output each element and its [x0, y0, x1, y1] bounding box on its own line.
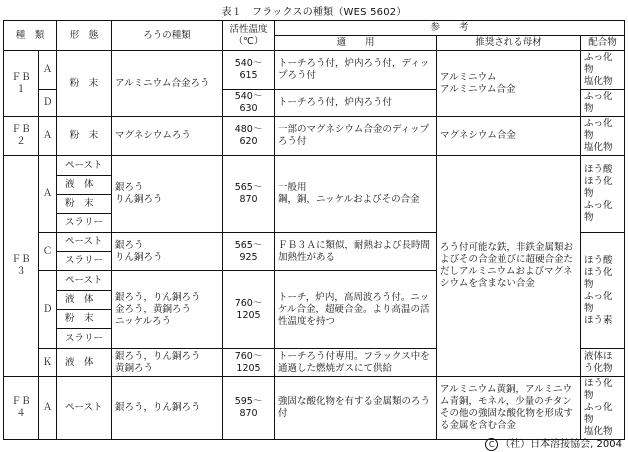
header-compound: 配合物: [581, 36, 625, 51]
form-fb3-a-1: ペースト: [57, 156, 112, 176]
base-metal-fb3: ろう付可能な鉄，非鉄金属類およびその合金並びに超硬合金ただしアルミニウムおよびマグネシウムを含まない合金: [437, 156, 581, 377]
alloy-fb2: マグネシウムろう: [112, 117, 223, 156]
compound-fb3-k: 液体ほう化物: [581, 349, 625, 377]
compound-fb3-a: ほう酸 ほう化物 ふっ化物: [581, 156, 625, 233]
compound-fb1-a: ふっ化物 塩化物: [581, 51, 625, 90]
temp-fb1-a: 540～615: [223, 51, 275, 90]
temp-fb2: 480～620: [223, 117, 275, 156]
temp-fb1-d: 540～630: [223, 90, 275, 117]
header-brazing-alloy: ろうの種類: [112, 21, 223, 51]
form-fb3-a-4: スラリー: [57, 214, 112, 233]
form-fb1: 粉 末: [57, 51, 112, 117]
alloy-fb3-d: 銀ろう，りん銅ろう 金ろう，黄銅ろう ニッケルろう: [112, 271, 223, 349]
sub-fb3-k: Ｋ: [39, 349, 57, 377]
form-fb3-d-4: スラリー: [57, 329, 112, 349]
type-fb4: ＦＢ４: [4, 377, 39, 440]
sub-fb3-a: Ａ: [39, 156, 57, 233]
form-fb3-a-3: 粉 末: [57, 195, 112, 214]
copyright-text: （社）日本溶接協会, 2004: [500, 439, 622, 450]
application-fb3-d: トーチ，炉内，高周波ろう付。ニッケル合金，超硬合金。より高温の活性温度を持つ: [275, 271, 437, 349]
flux-types-table: [3, 20, 625, 440]
header-reference: 参 考: [275, 21, 625, 36]
base-metal-fb2: マグネシウム合金: [437, 117, 581, 156]
alloy-fb4: 銀ろう，りん銅ろう: [112, 377, 223, 440]
header-type: 種 類: [4, 21, 57, 51]
application-fb1-a: トーチろう付，炉内ろう付，ディップろう付: [275, 51, 437, 90]
temp-fb3-c: 565～925: [223, 233, 275, 271]
base-metal-fb1: アルミニウム アルミニウム合金: [437, 51, 581, 117]
application-fb1-d: トーチろう付，炉内ろう付: [275, 90, 437, 117]
header-application: 適 用: [275, 36, 437, 51]
application-fb4: 強固な酸化物を有する金属類のろう付: [275, 377, 437, 440]
form-fb3-a-2: 液 体: [57, 176, 112, 195]
sub-fb2: Ａ: [39, 117, 57, 156]
application-fb2: 一部のマグネシウム合金のディップろう付: [275, 117, 437, 156]
header-base-metal: 推奨される母材: [437, 36, 581, 51]
sub-fb4: Ａ: [39, 377, 57, 440]
type-fb3: ＦＢ３: [4, 156, 39, 377]
form-fb3-k: 液 体: [57, 349, 112, 377]
type-fb2: ＦＢ２: [4, 117, 39, 156]
alloy-fb3-c: 銀ろう りん銅ろう: [112, 233, 223, 271]
compound-fb2: ふっ化物 塩化物: [581, 117, 625, 156]
alloy-fb3-k: 銀ろう，りん銅ろう 黄銅ろう: [112, 349, 223, 377]
temp-fb3-a: 565～870: [223, 156, 275, 233]
form-fb2: 粉 末: [57, 117, 112, 156]
base-metal-fb4: アルミニウム黄銅，アルミニウム青銅，モネル，少量のチタンその他の強固な酸化物を形成する金属を含む合金: [437, 377, 581, 440]
temp-fb3-d: 760～1205: [223, 271, 275, 349]
copyright-notice: [485, 435, 622, 451]
application-fb3-k: トーチろう付専用。フラックス中を通過した燃焼ガスにて供給: [275, 349, 437, 377]
table-row-fb1-a: [4, 51, 625, 90]
form-fb3-d-3: 粉 末: [57, 310, 112, 329]
form-fb3-d-1: ペースト: [57, 271, 112, 291]
sub-fb3-d: Ｄ: [39, 271, 57, 349]
form-fb3-c-2: スラリー: [57, 252, 112, 271]
form-fb4: ペースト: [57, 377, 112, 440]
header-active-temp: 活性温度 （℃）: [223, 21, 275, 51]
sub-fb1-a: Ａ: [39, 51, 57, 90]
type-fb1: ＦＢ１: [4, 51, 39, 117]
alloy-fb1: アルミニウム合金ろう: [112, 51, 223, 117]
form-fb3-d-2: 液 体: [57, 291, 112, 310]
table-row-fb4: [4, 377, 625, 440]
compound-fb3-cd: ほう酸 ほう化物 ふっ化物 ほう素: [581, 233, 625, 349]
table-caption: 表１ フラックスの種類（WES 5602）: [221, 7, 407, 18]
compound-fb4: ほう化物 ふっ化物 塩化物: [581, 377, 625, 440]
alloy-fb3-a: 銀ろう りん銅ろう: [112, 156, 223, 233]
sub-fb1-d: Ｄ: [39, 90, 57, 117]
header-form: 形 態: [57, 21, 112, 51]
temp-fb3-k: 760～1205: [223, 349, 275, 377]
form-fb3-c-1: ペースト: [57, 233, 112, 252]
header-row-1: [4, 21, 625, 36]
copyright-symbol-icon: C: [485, 438, 498, 451]
application-fb3-c: ＦＢ３Ａに類似，耐熱および長時間加熱性がある: [275, 233, 437, 271]
compound-fb1-d: ふっ化物: [581, 90, 625, 117]
sub-fb3-c: Ｃ: [39, 233, 57, 271]
temp-fb4: 595～870: [223, 377, 275, 440]
table-row-fb3-a-1: [4, 156, 625, 176]
table-row-fb2: [4, 117, 625, 156]
application-fb3-a: 一般用 鋼，銅，ニッケルおよびその合金: [275, 156, 437, 233]
